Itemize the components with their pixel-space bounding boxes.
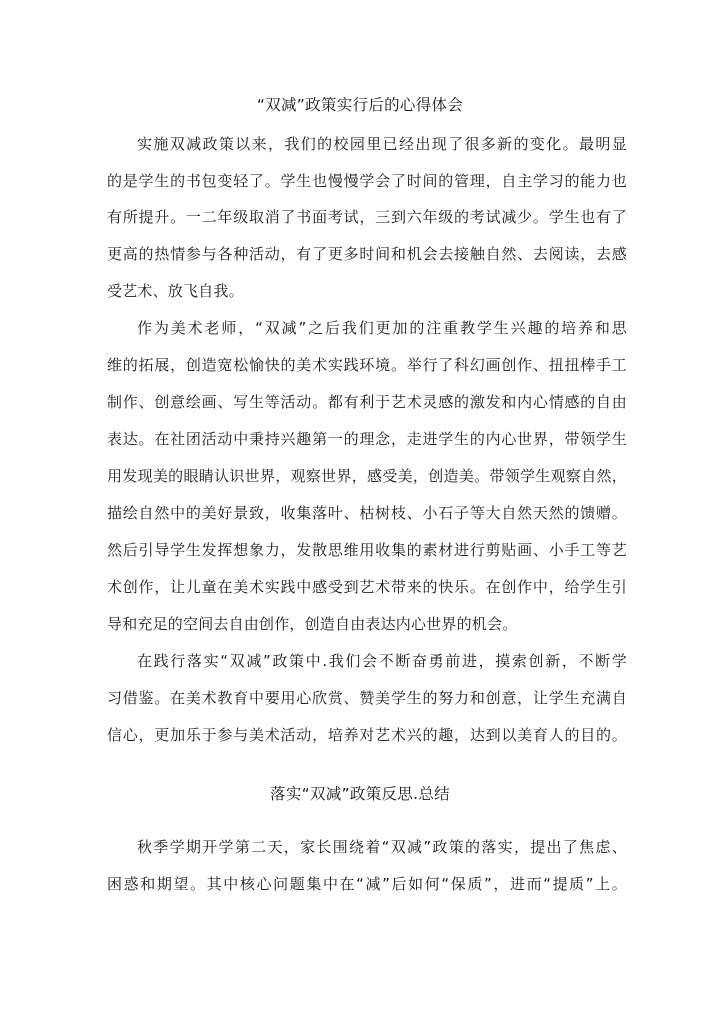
- paragraph-line: 描绘自然中的美好景致，收集落叶、枯树枝、小石子等大自然天然的馈赠。: [107, 504, 627, 522]
- paragraph-line: 维的拓展，创造宽松愉快的美术实践环境。举行了科幻画创作、扭扭棒手工: [107, 356, 627, 374]
- paragraph-line: 的是学生的书包变轻了。学生也慢慢学会了时间的管理，自主学习的能力也: [107, 172, 627, 190]
- paragraph-line: 有所提升。一二年级取消了书面考试，三到六年级的考试减少。学生也有了: [107, 208, 627, 226]
- paragraph-line: 困惑和期望。其中核心问题集中在“减”后如何“保质”，进而“提质”上。: [107, 875, 627, 893]
- section-2-title: 落实“双减”政策反思.总结: [270, 785, 450, 803]
- paragraph-line: 习借鉴。在美术教育中要用心欣赏、赞美学生的努力和创意，让学生充满自: [107, 689, 627, 707]
- paragraph-line: 作为美术老师，“双减”之后我们更加的注重教学生兴趣的培养和思: [137, 319, 627, 337]
- paragraph-line: 信心，更加乐于参与美术活动，培养对艺术兴的趣，达到以美育人的目的。: [107, 726, 627, 744]
- paragraph-line: 实施双减政策以来，我们的校园里已经出现了很多新的变化。最明显: [137, 135, 627, 153]
- paragraph-line: 然后引导学生发挥想象力，发散思维用收集的素材进行剪贴画、小手工等艺: [107, 541, 627, 559]
- paragraph-line: 用发现美的眼睛认识世界，观察世界，感受美，创造美。带领学生观察自然，: [107, 467, 627, 485]
- paragraph-line: 导和充足的空间去自由创作，创造自由表达内心世界的机会。: [107, 615, 518, 633]
- paragraph-line: 在践行落实“双减”政策中.我们会不断奋勇前进，摸索创新，不断学: [137, 652, 627, 670]
- paragraph-line: 表达。在社团活动中秉持兴趣第一的理念，走进学生的内心世界，带领学生: [107, 430, 627, 448]
- paragraph-line: 制作、创意绘画、写生等活动。都有利于艺术灵感的激发和内心情感的自由: [107, 393, 627, 411]
- section-1-title: “双减”政策实行后的心得体会: [256, 96, 464, 114]
- paragraph-line: 秋季学期开学第二天，家长围绕着“双减”政策的落实，提出了焦虑、: [137, 838, 627, 856]
- paragraph-line: 受艺术、放飞自我。: [107, 282, 244, 300]
- paragraph-line: 更高的热情参与各种活动，有了更多时间和机会去接触自然、去阅读，去感: [107, 245, 627, 263]
- paragraph-line: 术创作，让儿童在美术实践中感受到艺术带来的快乐。在创作中，给学生引: [107, 578, 627, 596]
